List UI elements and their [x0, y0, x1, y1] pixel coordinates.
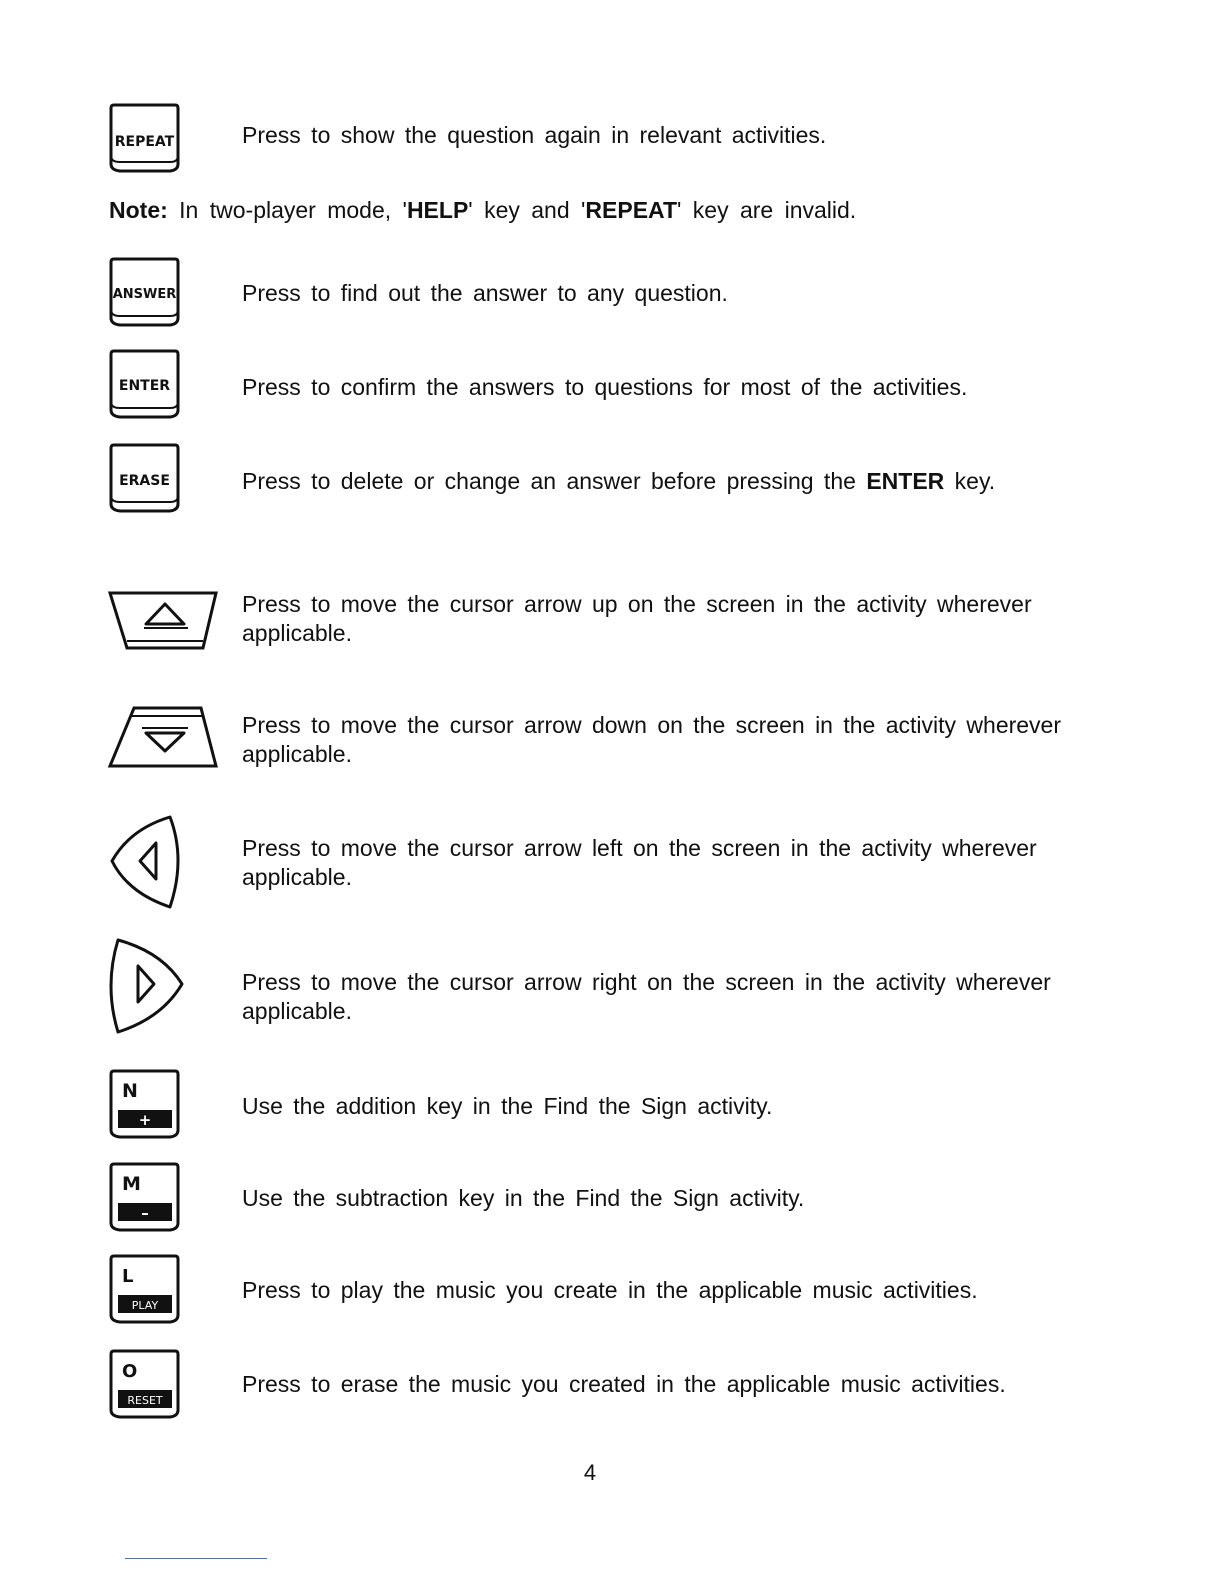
note-text: Note: In two-player mode, 'HELP' key and 'REPEAT' key are invalid.	[109, 197, 857, 223]
minus-key-symbol: –	[141, 1204, 149, 1222]
play-key-description: Press to play the music you create in the applicable music activities.	[242, 1277, 978, 1303]
minus-key-letter: M	[122, 1173, 141, 1195]
reset-key-letter: O	[122, 1361, 138, 1382]
erase-key-icon	[108, 444, 182, 514]
play-key-icon	[108, 1255, 182, 1325]
minus-key-description: Use the subtraction key in the Find the Sign activity.	[242, 1185, 805, 1211]
left-key-description: Press to move the cursor arrow left on the screen in the activity wherever applicable.	[242, 835, 1037, 890]
plus-key-symbol: +	[138, 1111, 152, 1129]
minus-key-icon	[108, 1163, 182, 1233]
reset-key-symbol: RESET	[127, 1394, 163, 1407]
plus-key-description: Use the addition key in the Find the Sign activity.	[242, 1093, 773, 1119]
repeat-key-label: REPEAT	[114, 134, 175, 150]
repeat-key-icon	[108, 104, 182, 174]
reset-key-icon	[108, 1350, 182, 1420]
erase-key-enter-word: ENTER	[866, 468, 945, 494]
down-key-description: Press to move the cursor arrow down on the screen in the activity wherever applicable.	[242, 712, 1062, 767]
right-arrow-icon	[138, 966, 154, 1002]
play-key-symbol: PLAY	[131, 1299, 159, 1312]
play-key-letter: L	[122, 1266, 134, 1287]
reset-key-description: Press to erase the music you created in the applicable music activities.	[242, 1371, 1006, 1397]
note-help: HELP	[406, 197, 469, 223]
answer-key-description: Press to find out the answer to any question.	[242, 280, 728, 306]
left-arrow-icon	[140, 843, 156, 879]
repeat-key-description: Press to show the question again in relevant activities.	[242, 122, 827, 148]
enter-key-label: ENTER	[118, 378, 171, 394]
answer-key-icon	[108, 258, 182, 328]
plus-key-icon	[108, 1070, 182, 1140]
left-arrow-key-icon	[108, 815, 188, 911]
footer-divider	[125, 1558, 267, 1559]
answer-key-label: ANSWER	[112, 287, 177, 302]
up-arrow-icon	[146, 604, 184, 624]
erase-key-label: ERASE	[119, 473, 170, 489]
page-number: 4	[583, 1460, 597, 1485]
note-repeat: REPEAT	[585, 197, 677, 223]
down-arrow-icon	[146, 733, 184, 751]
up-key-description: Press to move the cursor arrow up on the screen in the activity wherever applicable.	[242, 591, 1032, 646]
up-arrow-key-icon	[108, 590, 220, 652]
erase-key-description: Press to delete or change an answer before pressing the ENTER key.	[242, 468, 996, 494]
right-key-description: Press to move the cursor arrow right on the screen in the activity wherever applicable.	[242, 969, 1051, 1024]
enter-key-description: Press to confirm the answers to questions for most of the activities.	[242, 374, 968, 400]
down-arrow-key-icon	[108, 704, 220, 770]
enter-key-icon	[108, 350, 182, 420]
right-arrow-key-icon	[108, 938, 188, 1034]
note-label: Note:	[109, 197, 168, 223]
plus-key-letter: N	[122, 1080, 138, 1102]
